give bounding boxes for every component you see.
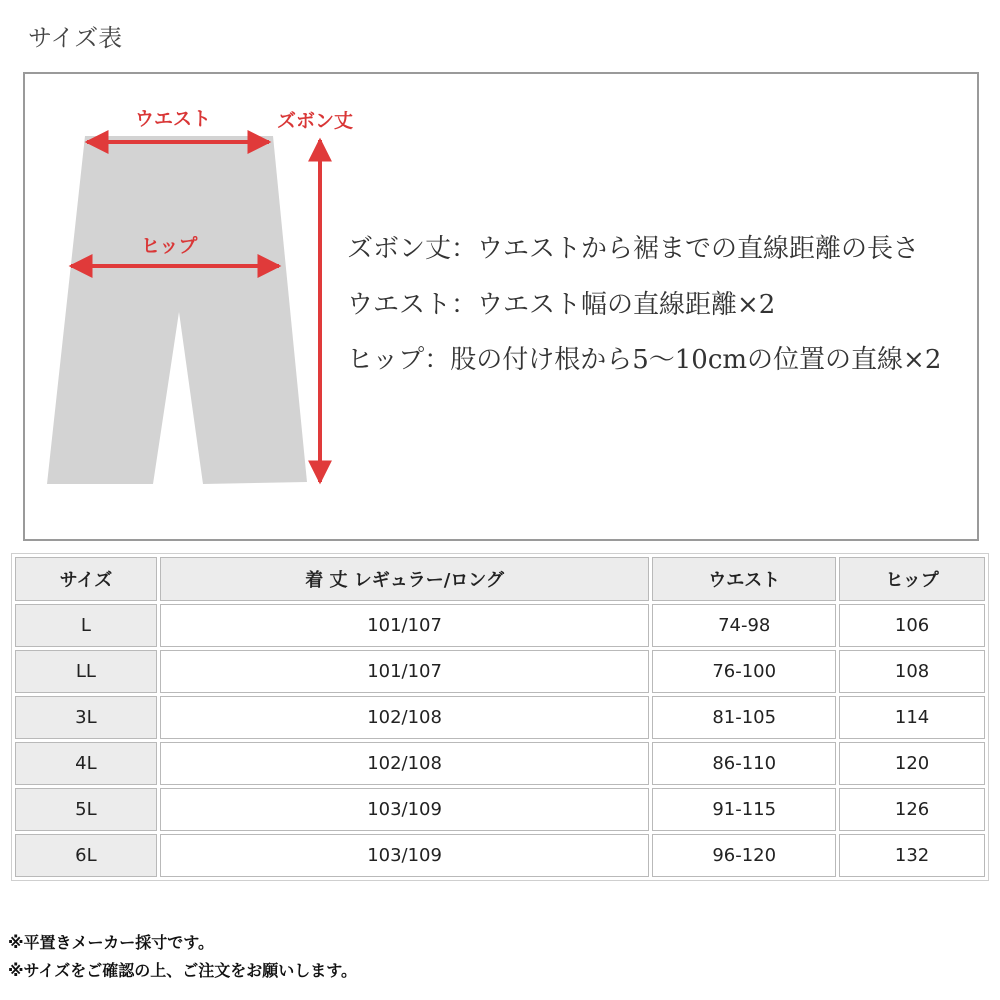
waist-description: ウエスト：ウエスト幅の直線距離×2 <box>347 290 776 320</box>
length-cell: 101/107 <box>160 604 649 647</box>
hip-label: ヒップ <box>141 235 198 257</box>
hip-cell: 120 <box>839 742 985 785</box>
table-row <box>15 650 985 693</box>
table-row <box>15 834 985 877</box>
length-cell: 101/107 <box>160 650 649 693</box>
table-header-row <box>15 557 985 601</box>
header-waist: ウエスト <box>652 557 836 601</box>
length-cell: 102/108 <box>160 742 649 785</box>
waist-cell: 86-110 <box>652 742 836 785</box>
size-cell: 5L <box>15 788 157 831</box>
header-size: サイズ <box>15 557 157 601</box>
hip-cell: 126 <box>839 788 985 831</box>
size-diagram <box>23 72 979 541</box>
hip-cell: 108 <box>839 650 985 693</box>
table-row <box>15 742 985 785</box>
waist-cell: 76-100 <box>652 650 836 693</box>
table-row <box>15 604 985 647</box>
waist-cell: 96-120 <box>652 834 836 877</box>
hip-description: ヒップ：股の付け根から5～10cmの位置の直線×2 <box>347 345 942 375</box>
page-title: サイズ表 <box>28 24 123 52</box>
table-row <box>15 788 985 831</box>
size-cell: 3L <box>15 696 157 739</box>
length-cell: 103/109 <box>160 834 649 877</box>
size-cell: 4L <box>15 742 157 785</box>
pants-shape <box>47 136 307 484</box>
note-confirm: ※サイズをご確認の上、ご注文をお願いします。 <box>8 961 357 980</box>
length-cell: 102/108 <box>160 696 649 739</box>
waist-cell: 74-98 <box>652 604 836 647</box>
length-cell: 103/109 <box>160 788 649 831</box>
waist-label: ウエスト <box>135 108 212 130</box>
hip-cell: 106 <box>839 604 985 647</box>
length-description: ズボン丈：ウエストから裾までの直線距離の長さ <box>347 234 920 264</box>
size-cell: L <box>15 604 157 647</box>
length-label: ズボン丈 <box>277 110 354 132</box>
hip-cell: 114 <box>839 696 985 739</box>
size-cell: 6L <box>15 834 157 877</box>
waist-cell: 91-115 <box>652 788 836 831</box>
size-cell: LL <box>15 650 157 693</box>
hip-cell: 132 <box>839 834 985 877</box>
size-table <box>11 553 989 881</box>
header-length: 着 丈 レギュラー/ロング <box>160 557 649 601</box>
waist-cell: 81-105 <box>652 696 836 739</box>
header-hip: ヒップ <box>839 557 985 601</box>
table-row <box>15 696 985 739</box>
note-measurement: ※平置きメーカー採寸です。 <box>8 933 214 952</box>
